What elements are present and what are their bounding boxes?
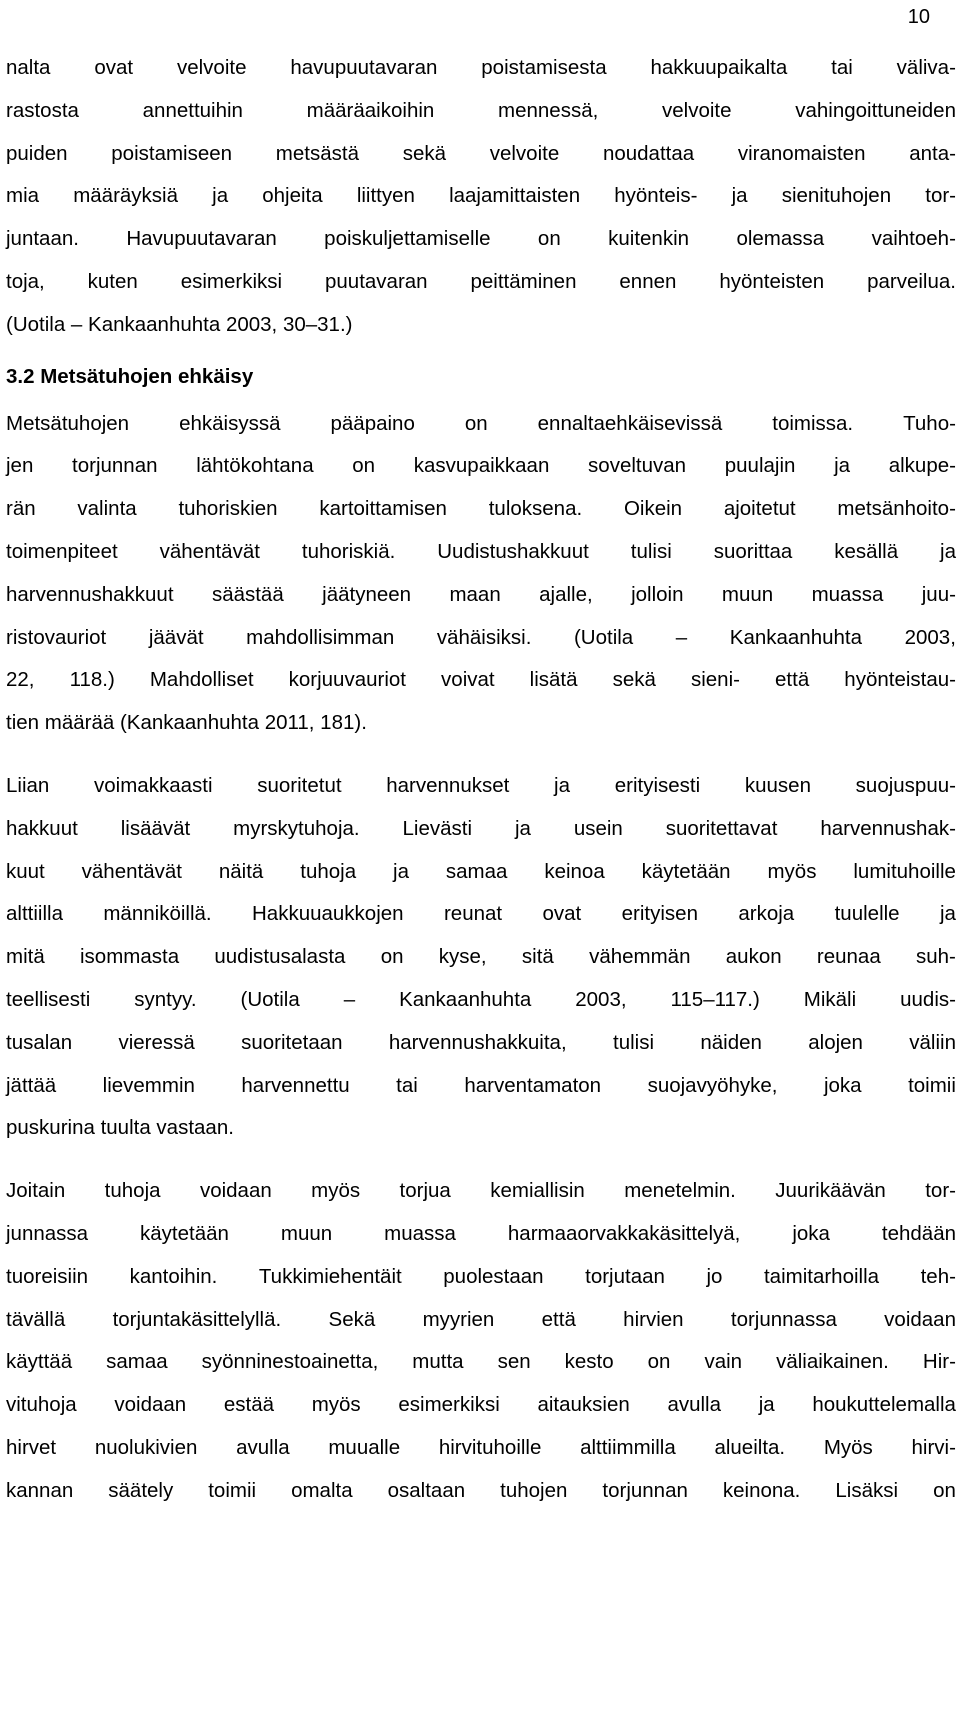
text-line: (Uotila – Kankaanhuhta 2003, 30–31.) [6,312,353,336]
text-line: tuoreisiin kantoihin. Tukkimiehentäit puolestaan torjutaan jo taimitarhoilla teh- [6,1264,956,1288]
text-line: ristovauriot jäävät mahdollisimman vähäisiksi. (Uotila – Kankaanhuhta 2003, [6,625,956,649]
text-line: jättää lievemmin harvennettu tai harventamaton suojavyöhyke, joka toimii [6,1073,956,1097]
text-line: hirvet nuolukivien avulla muualle hirvituhoille alttiimmilla alueilta. Myös hirvi- [6,1435,956,1459]
text-line: rastosta annettuihin määräaikoihin mennessä, velvoite vahingoittuneiden [6,98,956,122]
text-line: tusalan vieressä suoritetaan harvennushakkuita, tulisi näiden alojen väliin [6,1030,956,1054]
text-line: kannan säätely toimii omalta osaltaan tuhojen torjunnan keinona. Lisäksi on [6,1478,956,1502]
text-line: toja, kuten esimerkiksi puutavaran peittäminen ennen hyönteisten parveilua. [6,269,956,293]
text-line: rän valinta tuhoriskien kartoittamisen tuloksena. Oikein ajoitetut metsänhoito- [6,497,956,521]
text-line: puiden poistamiseen metsästä sekä velvoite noudattaa viranomaisten anta- [6,141,956,165]
paragraph [6,403,956,745]
text-line: hakkuut lisäävät myrskytuhoja. Lievästi ja usein suoritettavat harvennushak- [6,816,956,840]
text-line: Metsätuhojen ehkäisyssä pääpaino on ennaltaehkäisevissä toimissa. Tuho- [6,411,956,435]
text-line: mia määräyksiä ja ohjeita liittyen laajamittaisten hyönteis- ja sienituhojen tor- [6,184,956,208]
text-line: mitä isommasta uudistusalasta on kyse, sitä vähemmän aukon reunaa suh- [6,945,956,969]
text-line: junnassa käytetään muun muassa harmaaorvakkakäsittelyä, joka tehdään [6,1221,956,1245]
text-line: alttiilla männiköillä. Hakkuuaukkojen reunat ovat erityisen arkoja tuulelle ja [6,902,956,926]
document-body [6,47,956,1513]
paragraph [6,47,956,347]
paragraph-gap [6,745,956,765]
section-heading: 3.2 Metsätuhojen ehkäisy [6,364,254,388]
text-line: vituhoja voidaan estää myös esimerkiksi aitauksien avulla ja houkuttelemalla [6,1393,956,1417]
text-line: Liian voimakkaasti suoritetut harvennukset ja erityisesti kuusen suojuspuu- [6,773,956,797]
text-line: puskurina tuulta vastaan. [6,1116,234,1140]
text-line: tien määrää (Kankaanhuhta 2011, 181). [6,711,367,735]
text-line: käyttää samaa syönninestoainetta, mutta sen kesto on vain väliaikainen. Hir- [6,1350,956,1374]
paragraph-gap [6,1150,956,1170]
text-line: tävällä torjuntakäsittelyllä. Sekä myyrien että hirvien torjunnassa voidaan [6,1307,956,1331]
text-line: Joitain tuhoja voidaan myös torjua kemiallisin menetelmin. Juurikäävän tor- [6,1179,956,1203]
text-line: jen torjunnan lähtökohtana on kasvupaikkaan soveltuvan puulajin ja alkupe- [6,454,956,478]
text-line: harvennushakkuut säästää jäätyneen maan ajalle, jolloin muun muassa juu- [6,582,956,606]
text-line: teellisesti syntyy. (Uotila – Kankaanhuhta 2003, 115–117.) Mikäli uudis- [6,987,956,1011]
text-line: juntaan. Havupuutavaran poiskuljettamiselle on kuitenkin olemassa vaihtoeh- [6,227,956,251]
text-line: nalta ovat velvoite havupuutavaran poistamisesta hakkuupaikalta tai väliva- [6,56,956,79]
text-line: toimenpiteet vähentävät tuhoriskiä. Uudistushakkuut tulisi suorittaa kesällä ja [6,539,956,563]
text-line: kuut vähentävät näitä tuhoja ja samaa keinoa käytetään myös lumituhoille [6,859,956,883]
paragraph [6,1170,956,1512]
text-line: 22, 118.) Mahdolliset korjuuvauriot voivat lisätä sekä sieni- että hyönteistau- [6,668,956,692]
page-number: 10 [907,6,930,28]
paragraph [6,765,956,1150]
